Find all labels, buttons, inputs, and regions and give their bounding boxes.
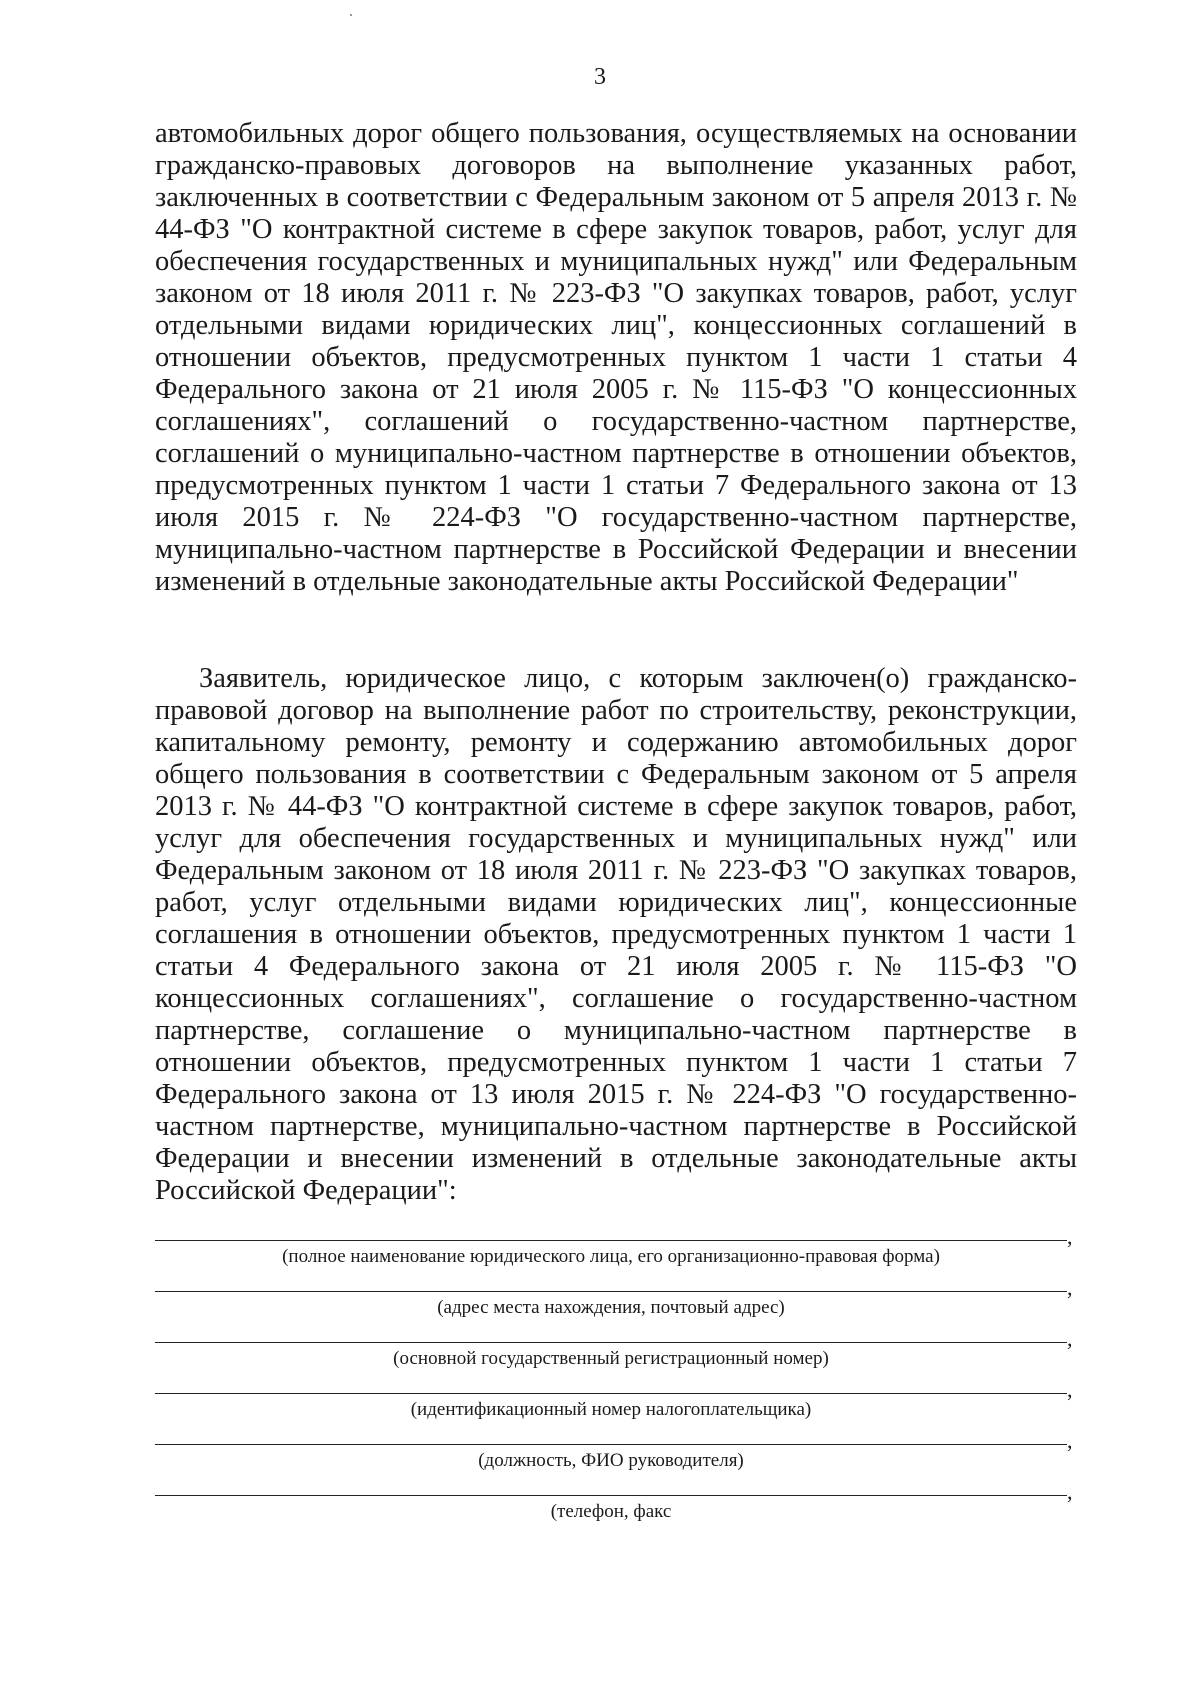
applicant-paragraph (155, 663, 1077, 1207)
field-caption: (телефон, факс (550, 1501, 672, 1522)
field-ogrn (155, 1326, 1077, 1393)
field-inn (155, 1377, 1077, 1444)
field-caption: (основной государственный регистрационный номер) (393, 1348, 829, 1369)
line-comma: , (1067, 1479, 1073, 1504)
fill-line (155, 1495, 1067, 1496)
field-caption: (должность, ФИО руководителя) (478, 1450, 744, 1471)
fill-line (155, 1393, 1067, 1394)
fill-line (155, 1291, 1067, 1292)
page-number: 3 (594, 64, 606, 90)
field-address (155, 1275, 1077, 1342)
fill-line (155, 1444, 1067, 1445)
paragraph-2-text: Заявитель, юридическое лицо, с которым заключен(о) гражданско-правовой договор на выполнение работ по строительству, реконструкции, капитальному ремонту, ремонту и содержанию автомобильных дорог общего пользования в соответствии с Федеральным законом от 5 апреля 2013 г. № 44-ФЗ "О контрактной системе в сфере закупок товаров, работ, услуг для обеспечения государственных и муниципальных нужд" или Федеральным законом от 18 июля 2011 г. № 223-ФЗ "О закупках товаров, работ, услуг отдельными видами юридических лиц", концессионные соглашения в отношении объектов, предусмотренных пунктом 1 части 1 статьи 4 Федерального закона от 21 июля 2005 г. № 115-ФЗ "О концессионных соглашениях", соглашение о государственно-частном партнерстве, соглашение о муниципально-частном партнерстве в отношении объектов, предусмотренных пунктом 1 части 1 статьи 7 Федерального закона от 13 июля 2015 г. № 224-ФЗ "О государственно-частном партнерстве, муниципально-частном партнерстве в Российской Федерации и внесении изменений в отдельные законодательные акты Российской Федерации": (155, 663, 1077, 1206)
field-head (155, 1428, 1077, 1495)
field-phone-fax (155, 1479, 1077, 1546)
paragraph-1-text: автомобильных дорог общего пользования, осуществляемых на основании гражданско-правовых договоров на выполнение указанных работ, заключенных в соответствии с Федеральным законом от 5 апреля 2013 г. № 44-ФЗ "О контрактной системе в сфере закупок товаров, работ, услуг для обеспечения государственных и муниципальных нужд" или Федеральным законом от 18 июля 2011 г. № 223-ФЗ "О закупках товаров, работ, услуг отдельными видами юридических лиц", концессионных соглашений в отношении объектов, предусмотренных пунктом 1 части 1 статьи 4 Федерального закона от 21 июля 2005 г. № 115-ФЗ "О концессионных соглашениях", соглашений о государственно-частном партнерстве, соглашений о муниципально-частном партнерстве в отношении объектов, предусмотренных пунктом 1 части 1 статьи 7 Федерального закона от 13 июля 2015 г. № 224-ФЗ "О государственно-частном партнерстве, муниципально-частном партнерстве в Российской Федерации и внесении изменений в отдельные законодательные акты Российской Федерации" (155, 118, 1077, 597)
paragraph-continuation (155, 118, 1077, 598)
line-comma: , (1067, 1224, 1073, 1249)
line-comma: , (1067, 1377, 1073, 1402)
line-comma: , (1067, 1326, 1073, 1351)
field-caption: (идентификационный номер налогоплательщика) (410, 1399, 812, 1420)
line-comma: , (1067, 1275, 1073, 1300)
line-comma: , (1067, 1428, 1073, 1453)
field-caption: (адрес места нахождения, почтовый адрес) (437, 1297, 785, 1318)
fill-line (155, 1240, 1067, 1241)
applicant-fields (155, 1224, 1077, 1546)
field-caption: (полное наименование юридического лица, его организационно-правовая форма) (282, 1246, 940, 1267)
fill-line (155, 1342, 1067, 1343)
scan-artifact-dot (350, 14, 352, 16)
field-legal-name (155, 1224, 1077, 1291)
